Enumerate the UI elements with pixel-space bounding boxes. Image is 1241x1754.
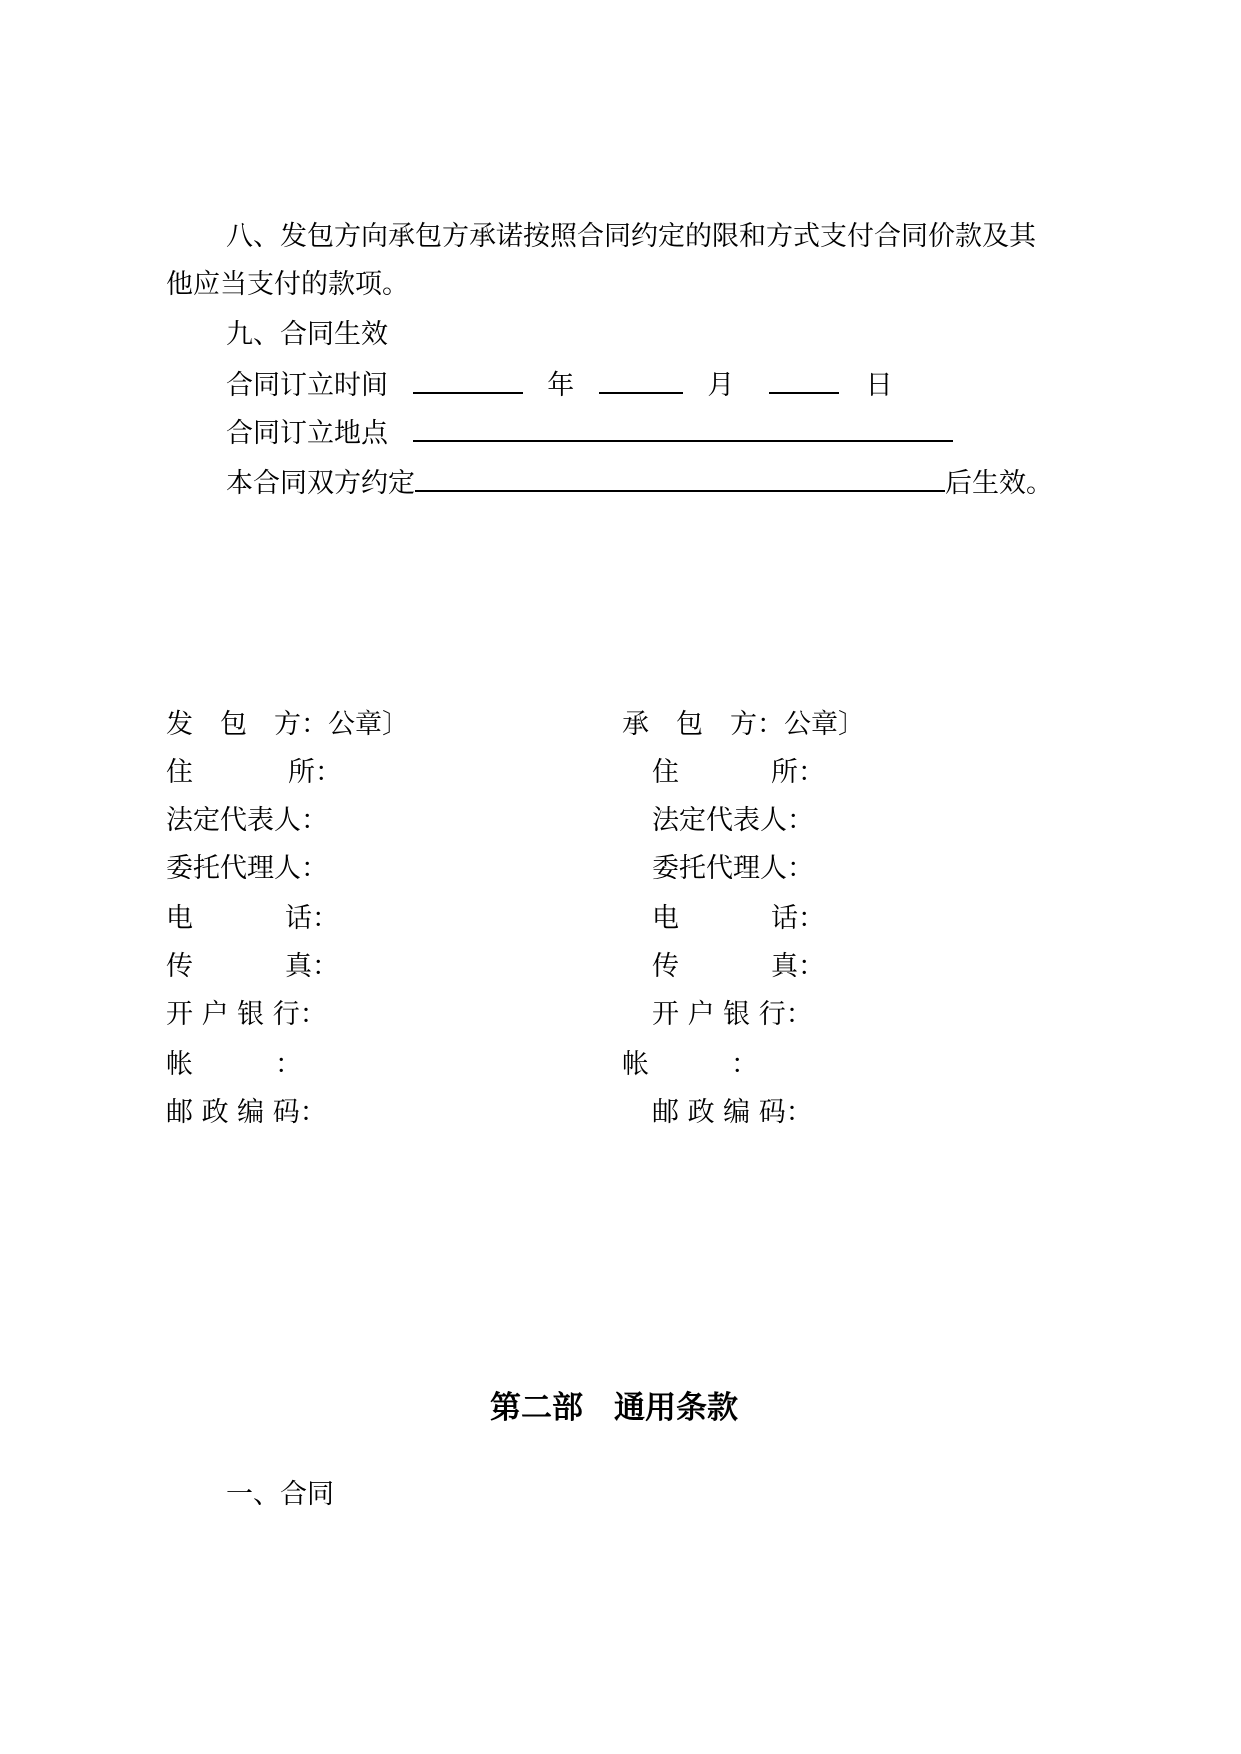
right-fax: 传 真： <box>652 951 825 982</box>
left-bank: 开 户 银 行： <box>166 999 327 1030</box>
part2-title: 第二部 通用条款 <box>490 1390 738 1426</box>
right-agent: 委托代理人： <box>652 853 814 884</box>
right-legal-rep: 法定代表人： <box>652 805 814 836</box>
day-label: 日 <box>865 370 893 401</box>
month-label: 月 <box>707 370 735 401</box>
contract-place-row <box>226 414 953 451</box>
year-blank[interactable] <box>413 366 523 394</box>
agreed-label: 本合同双方约定 <box>226 468 415 499</box>
left-postcode: 邮 政 编 码： <box>166 1097 327 1128</box>
left-fax: 传 真： <box>166 951 339 982</box>
right-account: 帐 ： <box>622 1049 758 1080</box>
left-phone: 电 话： <box>166 903 339 934</box>
day-blank[interactable] <box>769 366 839 394</box>
effective-suffix: 后生效。 <box>945 468 1053 499</box>
part2-item1: 一、合同 <box>226 1479 334 1510</box>
left-address: 住 所： <box>166 757 342 788</box>
agreed-effective-row <box>226 464 1053 501</box>
left-agent: 委托代理人： <box>166 853 328 884</box>
right-postcode: 邮 政 编 码： <box>652 1097 813 1128</box>
right-bank: 开 户 银 行： <box>652 999 813 1030</box>
clause9-title: 九、合同生效 <box>226 319 388 350</box>
contract-place-label: 合同订立地点 <box>226 418 388 449</box>
right-address: 住 所： <box>652 757 825 788</box>
right-party: 承 包 方：公章〕 <box>622 709 865 740</box>
right-phone: 电 话： <box>652 903 825 934</box>
clause8-line1: 八、发包方向承包方承诺按照合同约定的限和方式支付合同价款及其 <box>226 221 1036 252</box>
left-legal-rep: 法定代表人： <box>166 805 328 836</box>
place-blank[interactable] <box>413 414 953 442</box>
contract-time-label: 合同订立时间 <box>226 370 388 401</box>
year-label: 年 <box>547 370 575 401</box>
left-party: 发 包 方：公章〕 <box>166 709 409 740</box>
agreed-blank[interactable] <box>415 464 945 492</box>
contract-time-row <box>226 366 893 403</box>
month-blank[interactable] <box>599 366 683 394</box>
clause8-line2: 他应当支付的款项。 <box>166 269 409 300</box>
left-account: 帐 ： <box>166 1049 302 1080</box>
